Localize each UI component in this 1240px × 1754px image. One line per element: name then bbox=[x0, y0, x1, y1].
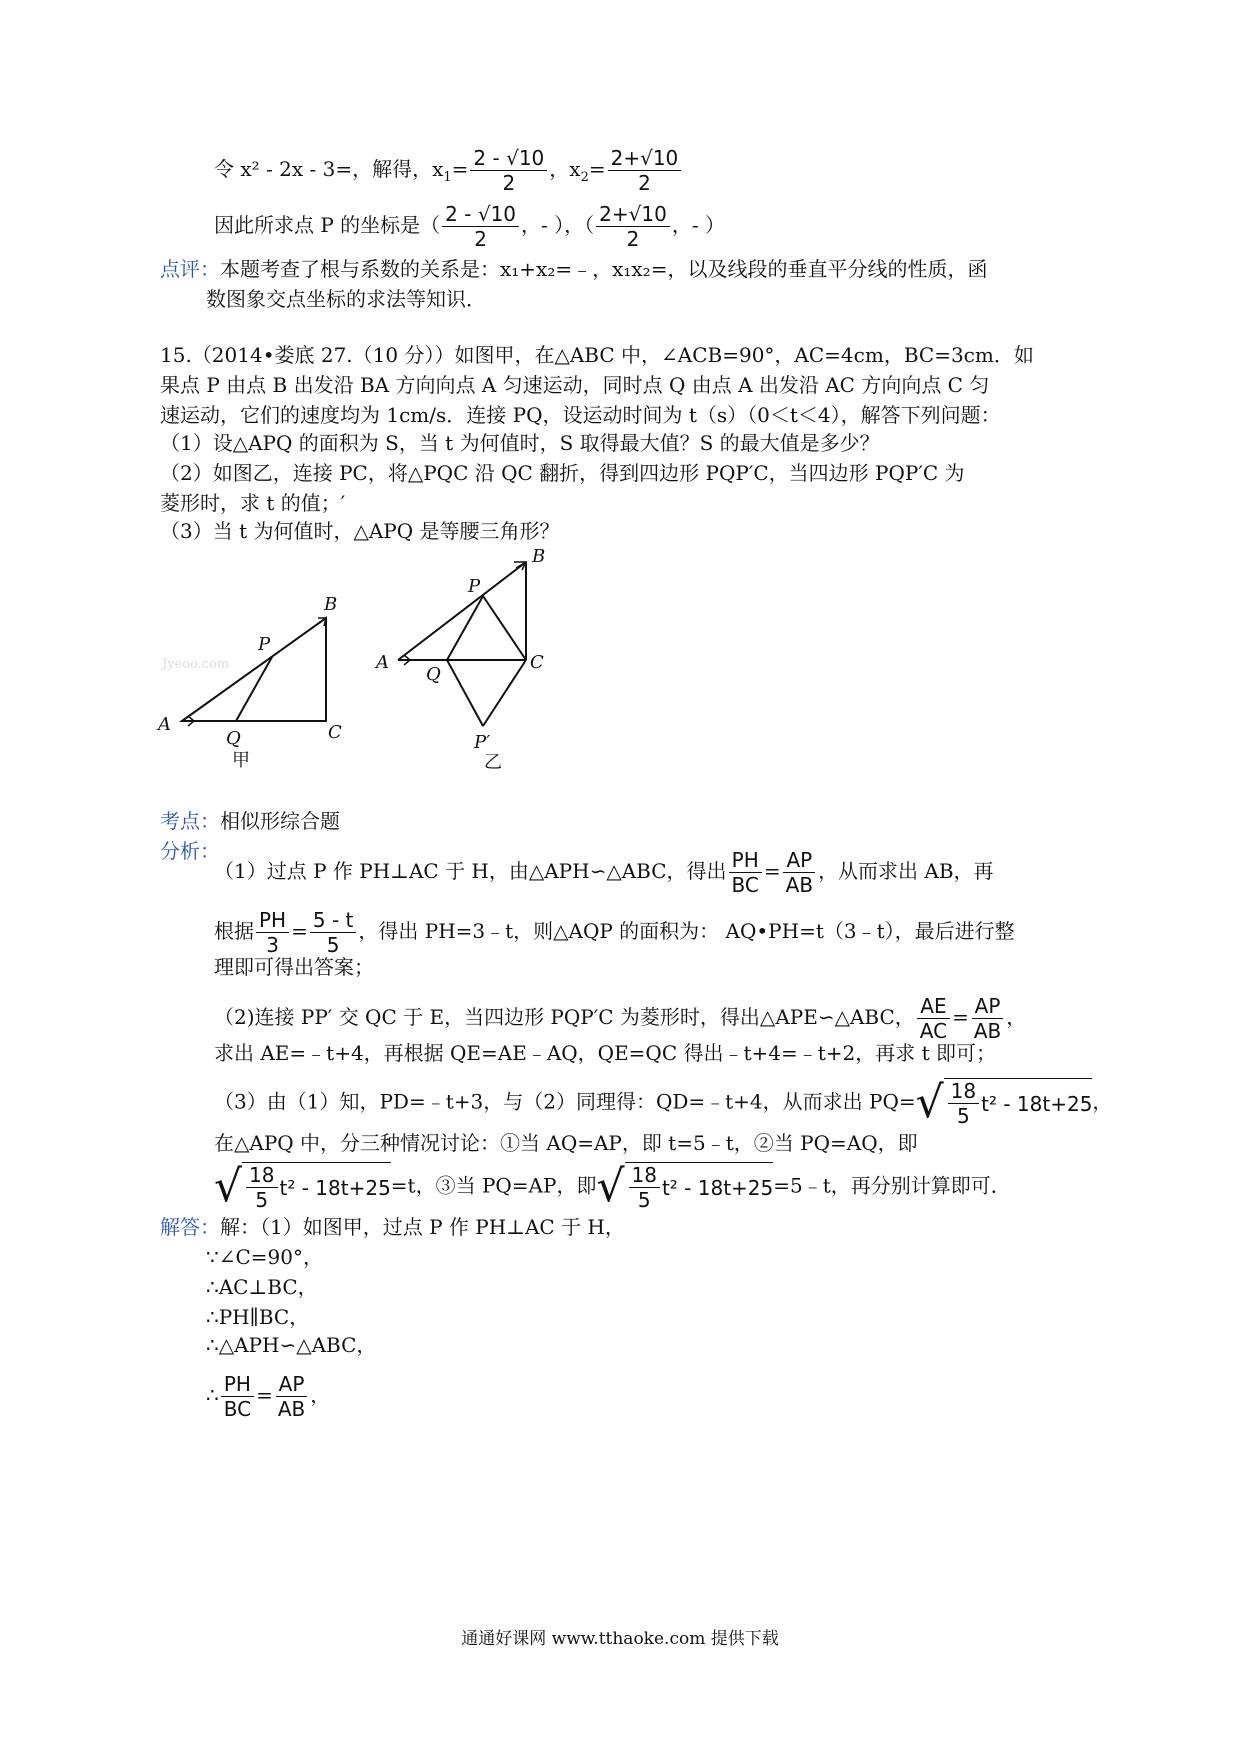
fenxi-line-3: 理即可得出答案； bbox=[214, 955, 374, 979]
label-a: A bbox=[158, 714, 171, 735]
yi-label-c: C bbox=[530, 652, 544, 673]
x-eq-text: 令 x² - 2x - 3=，解得，x bbox=[214, 157, 444, 181]
fenxi-line-7: 在△APQ 中，分三种情况讨论：①当 AQ=AP，即 t=5﹣t，②当 PQ=AQ，即 bbox=[214, 1131, 918, 1155]
jieda-tag: 解答： bbox=[160, 1215, 220, 1239]
jieda-line-3: ∴AC⊥BC， bbox=[206, 1275, 318, 1299]
page-footer: 通通好课网 www.tthaoke.com 提供下载 bbox=[461, 1629, 779, 1649]
x1-fraction: $\frac{2 - √10}{2}$ bbox=[470, 146, 547, 195]
p2-x-fraction: $\frac{2+√10}{2}$ bbox=[596, 202, 670, 251]
figure-jia bbox=[156, 594, 342, 771]
yi-label-b: B bbox=[532, 546, 546, 567]
question-2b: 菱形时，求 t 的值；′ bbox=[160, 491, 346, 515]
geometry-figures bbox=[150, 540, 600, 790]
label-q: Q bbox=[226, 728, 241, 749]
label-p: P bbox=[258, 634, 271, 655]
point-p-coordinates: 因此所求点 P 的坐标是（ $\frac{2 - √10}{2}$ ，- ），（ $\frac{2+√10}{2}$ ，- ） bbox=[214, 202, 725, 251]
x2-fraction: $\frac{2+√10}{2}$ bbox=[608, 146, 682, 195]
fenxi-tag-line bbox=[160, 838, 220, 864]
question-1: （1）设△APQ 的面积为 S，当 t 为何值时，S 取得最大值？S 的最大值是多少？ bbox=[160, 431, 880, 455]
figure-yi bbox=[374, 546, 545, 773]
fenxi-line-5: 求出 AE=﹣t+4，再根据 QE=AE﹣AQ，QE=QC 得出﹣t+4=﹣t+2，再求 t 即可； bbox=[214, 1041, 997, 1065]
jieda-line-1: 解答：解：（1）如图甲，过点 P 作 PH⊥AC 于 H， bbox=[160, 1215, 625, 1239]
label-c: C bbox=[328, 722, 342, 743]
fenxi-tag: 分析： bbox=[160, 839, 220, 863]
question-2a: （2）如图乙，连接 PC，将△PQC 沿 QC 翻折，得到四边形 PQP′C，当四边形 PQP′C 为 bbox=[160, 461, 965, 485]
jieda-line-2: ∵∠C=90°， bbox=[206, 1245, 323, 1269]
yi-label-a: A bbox=[376, 652, 389, 673]
caption-yi: 乙 bbox=[484, 752, 502, 773]
label-b: B bbox=[324, 594, 338, 615]
yi-label-p: P bbox=[468, 576, 481, 597]
yi-label-pp: P′ bbox=[474, 732, 491, 753]
fenxi-line-6: （3）由（1）知，PD=﹣t+3，与（2）同理得：QD=﹣t+4，从而求出 PQ= √ $\frac{18}{5}$ t² - 18t+25 ， bbox=[214, 1077, 1113, 1128]
comment-line-1: 点评：本题考查了根与系数的关系是：x₁+x₂=﹣，x₁x₂=，以及线段的垂直平分线的性质，函 bbox=[160, 257, 988, 281]
kaodian-tag: 考点： bbox=[160, 809, 220, 833]
p1-x-fraction: $\frac{2 - √10}{2}$ bbox=[442, 202, 519, 251]
yi-label-q: Q bbox=[426, 664, 441, 685]
pq-radical: √ $\frac{18}{5}$ t² - 18t+25 bbox=[915, 1077, 1093, 1128]
problem-line-2: 果点 P 由点 B 出发沿 BA 方向向点 A 匀速运动，同时点 Q 由点 A 出发沿 AC 方向向点 C 匀 bbox=[160, 373, 990, 397]
comment-tag: 点评： bbox=[160, 257, 220, 281]
solution-x-values: 令 x² - 2x - 3=，解得，$x_1=$ $\frac{2 - √10}{2}$ ，$x_2=$ $\frac{2+√10}{2}$ bbox=[214, 146, 683, 195]
caption-jia: 甲 bbox=[232, 750, 250, 771]
comment-line-2: 数图象交点坐标的求法等知识． bbox=[206, 287, 486, 311]
question-3: （3）当 t 为何值时，△APQ 是等腰三角形？ bbox=[160, 519, 560, 543]
kaodian-line: 考点：相似形综合题 bbox=[160, 809, 340, 833]
problem-line-3: 速运动，它们的速度均为 1cm/s．连接 PQ，设运动时间为 t（s）（0＜t＜4），解答下列问题： bbox=[160, 403, 1001, 427]
watermark: Jyeoo.com bbox=[162, 657, 230, 672]
jieda-line-5: ∴△APH∽△ABC， bbox=[206, 1333, 377, 1357]
jieda-line-4: ∴PH∥BC， bbox=[206, 1305, 310, 1329]
fenxi-line-8: √ $\frac{18}{5}$ t² - 18t+25 =t，③当 PQ=AP，即 √ $\frac{18}{5}$ t² - 18t+25 =5﹣t，再分别计算即可． bbox=[214, 1161, 1011, 1212]
problem-line-1: 15.（2014•娄底 27.（10 分））如图甲，在△ABC 中，∠ACB=90°，AC=4cm，BC=3cm．如 bbox=[160, 343, 1034, 367]
fenxi-line-1: （1）过点 P 作 PH⊥AC 于 H，由△APH∽△ABC，得出 $\frac{PH}{BC}$ = $\frac{AP}{AB}$ ，从而求出 AB，再 bbox=[214, 848, 994, 897]
fenxi-line-2: 根据 $\frac{PH}{3}$ = $\frac{5 - t}{5}$ ，得出 PH=3﹣t，则△AQP 的面积为： AQ•PH=t（3﹣t），最后进行整 bbox=[214, 908, 1015, 957]
fenxi-line-4: （2)连接 PP′ 交 QC 于 E，当四边形 PQP′C 为菱形时，得出△APE∽△ABC， $\frac{AE}{AC}$ = $\frac{AP}{AB}$ ， bbox=[214, 994, 1027, 1043]
jieda-line-6: ∴ $\frac{PH}{BC}$ = $\frac{AP}{AB}$ ， bbox=[206, 1372, 331, 1421]
